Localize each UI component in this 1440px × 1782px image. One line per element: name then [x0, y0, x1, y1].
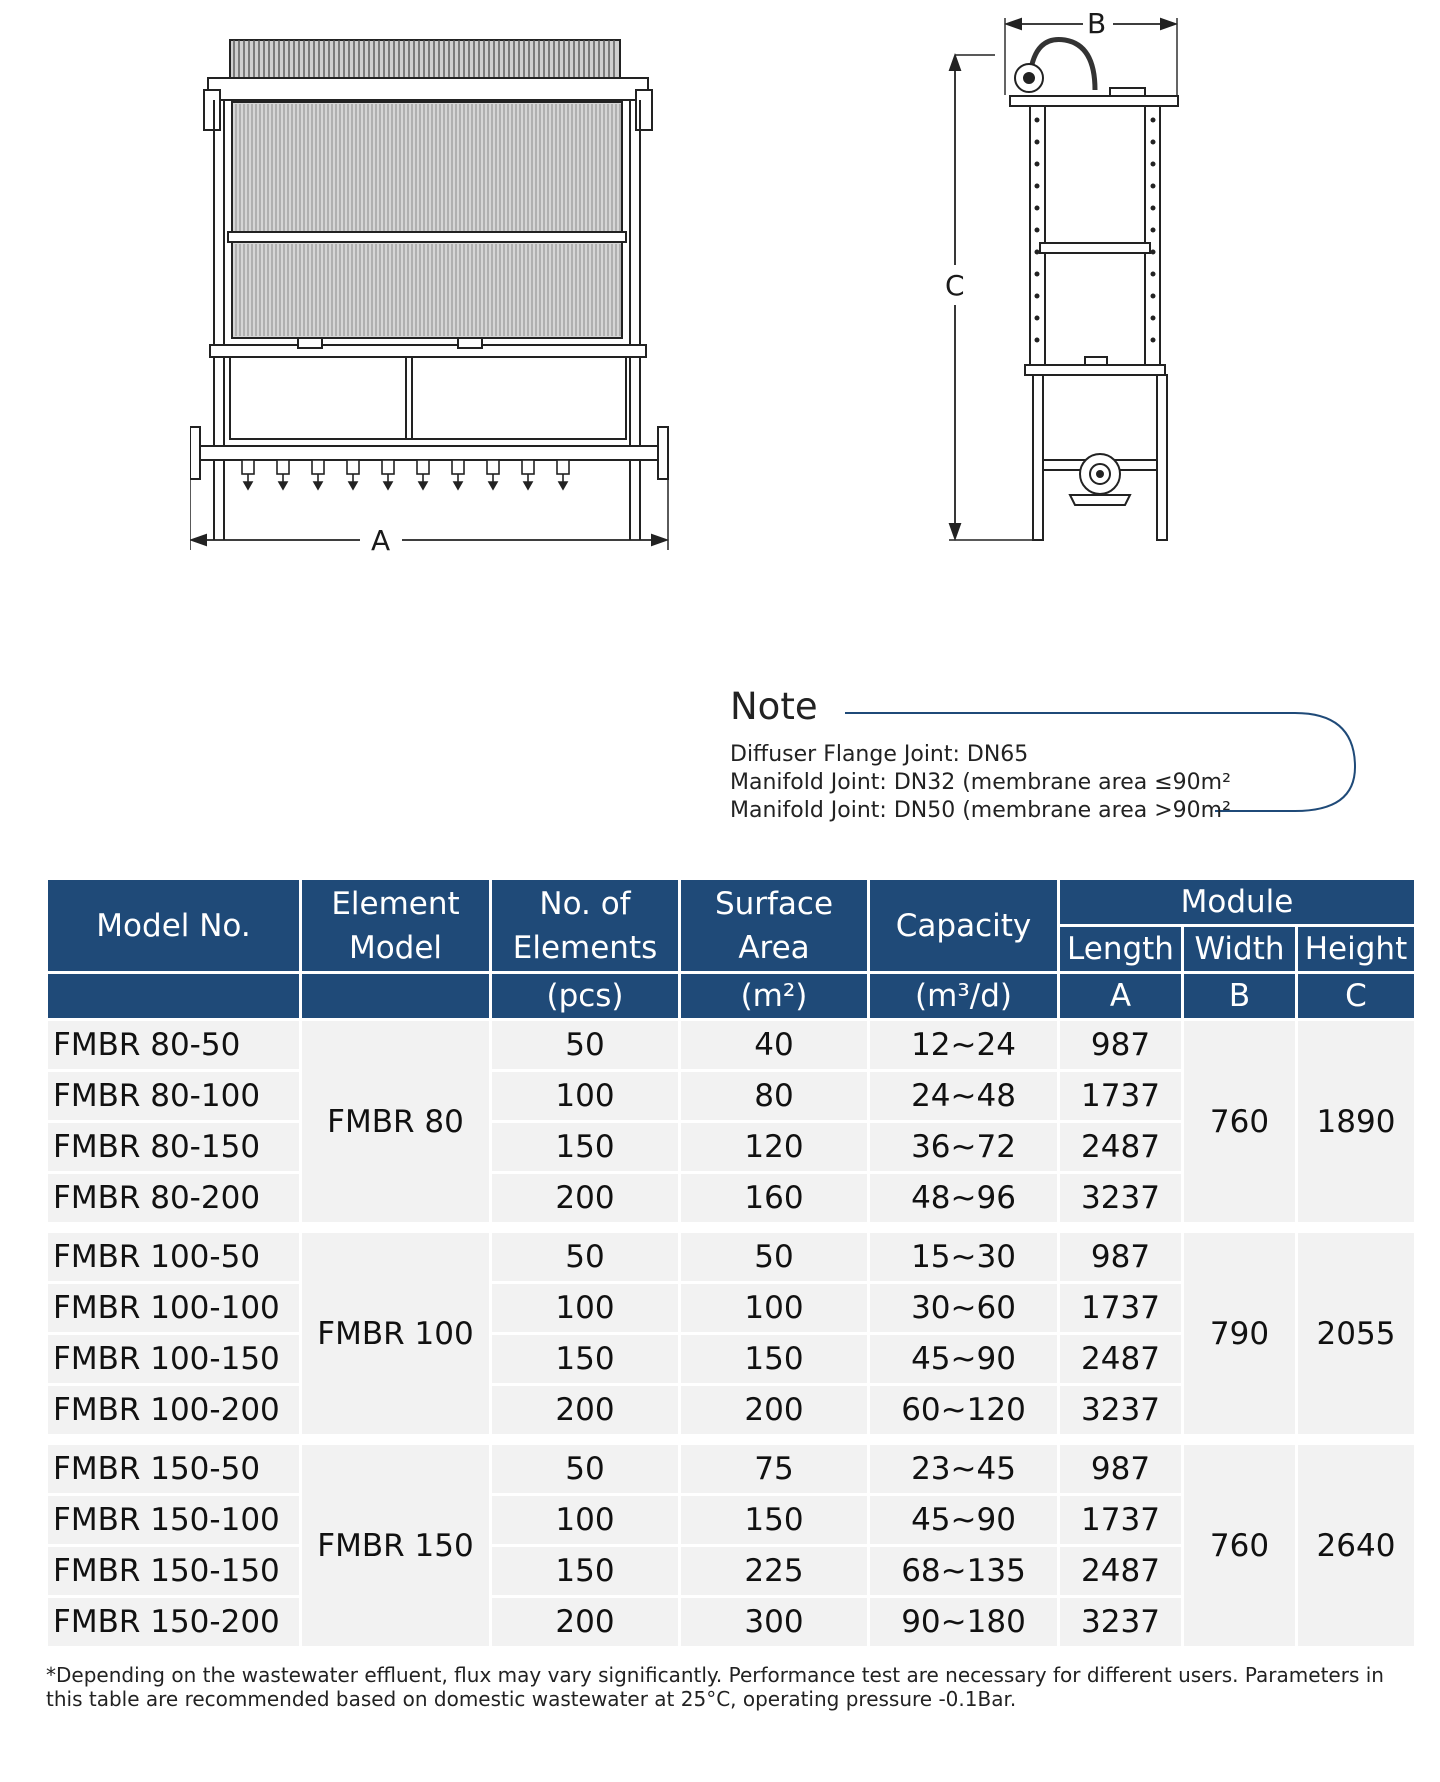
cell-model: FMBR 80-150 — [47, 1122, 301, 1173]
cell-elements: 50 — [491, 1233, 680, 1283]
table-row — [47, 1445, 1416, 1495]
spec-table — [45, 880, 1417, 1649]
cell-capacity: 45~90 — [869, 1495, 1059, 1546]
cell-length: 1737 — [1059, 1283, 1183, 1334]
spec-table-body — [47, 1020, 1416, 1648]
cell-width: 760 — [1183, 1445, 1297, 1648]
cell-area: 200 — [680, 1385, 869, 1436]
cell-elements: 150 — [491, 1546, 680, 1597]
cell-length: 3237 — [1059, 1597, 1183, 1648]
table-row — [47, 1233, 1416, 1283]
dimension-a-label: A — [371, 524, 391, 557]
cell-area: 300 — [680, 1597, 869, 1648]
cell-area: 80 — [680, 1071, 869, 1122]
header-surface-area-line1: Surface — [714, 885, 834, 922]
cell-length: 2487 — [1059, 1122, 1183, 1173]
header-surface-area — [680, 880, 869, 973]
cell-height: 1890 — [1297, 1020, 1416, 1224]
header-height: Height — [1297, 926, 1416, 973]
cell-elements: 200 — [491, 1385, 680, 1436]
unit-element-model — [301, 973, 491, 1020]
cell-capacity: 12~24 — [869, 1020, 1059, 1071]
unit-pcs: (pcs) — [491, 973, 680, 1020]
group-separator-cell — [47, 1224, 1416, 1234]
cell-model: FMBR 150-100 — [47, 1495, 301, 1546]
header-no-of-elements-line1: No. of — [539, 885, 631, 922]
header-model-no: Model No. — [47, 880, 301, 973]
cell-capacity: 48~96 — [869, 1173, 1059, 1224]
cell-elements: 200 — [491, 1173, 680, 1224]
cell-area: 160 — [680, 1173, 869, 1224]
cell-capacity: 36~72 — [869, 1122, 1059, 1173]
header-element-model-line2: Model — [348, 929, 443, 966]
cell-area: 225 — [680, 1546, 869, 1597]
group-separator — [47, 1224, 1416, 1234]
cell-width: 790 — [1183, 1233, 1297, 1436]
unit-model-no — [47, 973, 301, 1020]
cell-length: 987 — [1059, 1020, 1183, 1071]
cell-width: 760 — [1183, 1020, 1297, 1224]
unit-capacity: (m³/d) — [869, 973, 1059, 1020]
cell-area: 75 — [680, 1445, 869, 1495]
note-line: Manifold Joint: DN50 (membrane area >90m² — [730, 798, 1231, 823]
note-title: Note — [730, 685, 818, 728]
cell-elements: 200 — [491, 1597, 680, 1648]
header-no-of-elements — [491, 880, 680, 973]
cell-elements: 100 — [491, 1071, 680, 1122]
note-line: Diffuser Flange Joint: DN65 — [730, 742, 1029, 767]
side-view-drawing — [935, 0, 1195, 560]
cell-capacity: 15~30 — [869, 1233, 1059, 1283]
cell-area: 50 — [680, 1233, 869, 1283]
cell-height: 2055 — [1297, 1233, 1416, 1436]
cell-length: 987 — [1059, 1445, 1183, 1495]
cell-height: 2640 — [1297, 1445, 1416, 1648]
cell-model: FMBR 150-150 — [47, 1546, 301, 1597]
group-separator — [47, 1436, 1416, 1446]
cell-element-model: FMBR 100 — [301, 1233, 491, 1436]
cell-model: FMBR 80-100 — [47, 1071, 301, 1122]
footnote: *Depending on the wastewater effluent, flux may vary significantly. Performance test are necessary for different users. Parameters in this table are recommended based on domestic wastewater at 25°C, operating pressure -0.1Bar. — [46, 1663, 1384, 1711]
cell-capacity: 30~60 — [869, 1283, 1059, 1334]
cell-model: FMBR 80-200 — [47, 1173, 301, 1224]
cell-length: 987 — [1059, 1233, 1183, 1283]
header-element-model — [301, 880, 491, 973]
unit-height: C — [1297, 973, 1416, 1020]
cell-area: 100 — [680, 1283, 869, 1334]
cell-capacity: 90~180 — [869, 1597, 1059, 1648]
cell-model: FMBR 80-50 — [47, 1020, 301, 1071]
header-capacity: Capacity — [869, 880, 1059, 973]
front-view-drawing — [190, 20, 670, 600]
cell-elements: 150 — [491, 1122, 680, 1173]
header-length: Length — [1059, 926, 1183, 973]
cell-area: 150 — [680, 1334, 869, 1385]
header-element-model-line1: Element — [331, 885, 460, 922]
cell-length: 1737 — [1059, 1495, 1183, 1546]
cell-length: 2487 — [1059, 1334, 1183, 1385]
cell-elements: 150 — [491, 1334, 680, 1385]
cell-area: 40 — [680, 1020, 869, 1071]
dimension-b-label: B — [1087, 7, 1107, 40]
cell-capacity: 23~45 — [869, 1445, 1059, 1495]
cell-model: FMBR 100-200 — [47, 1385, 301, 1436]
cell-model: FMBR 100-100 — [47, 1283, 301, 1334]
header-width: Width — [1183, 926, 1297, 973]
cell-elements: 100 — [491, 1283, 680, 1334]
cell-elements: 50 — [491, 1445, 680, 1495]
cell-model: FMBR 100-150 — [47, 1334, 301, 1385]
note-block — [730, 685, 1380, 835]
cell-capacity: 60~120 — [869, 1385, 1059, 1436]
dimension-c-label: C — [945, 269, 965, 302]
note-line: Manifold Joint: DN32 (membrane area ≤90m² — [730, 770, 1231, 795]
header-surface-area-line2: Area — [738, 929, 810, 966]
cell-length: 3237 — [1059, 1173, 1183, 1224]
header-no-of-elements-line2: Elements — [512, 929, 658, 966]
cell-capacity: 24~48 — [869, 1071, 1059, 1122]
cell-length: 1737 — [1059, 1071, 1183, 1122]
cell-capacity: 68~135 — [869, 1546, 1059, 1597]
cell-length: 2487 — [1059, 1546, 1183, 1597]
unit-length: A — [1059, 973, 1183, 1020]
note-lines — [730, 741, 1231, 825]
cell-area: 120 — [680, 1122, 869, 1173]
cell-elements: 50 — [491, 1020, 680, 1071]
table-row — [47, 1020, 1416, 1071]
header-module: Module — [1059, 880, 1416, 926]
cell-element-model: FMBR 80 — [301, 1020, 491, 1224]
cell-model: FMBR 150-50 — [47, 1445, 301, 1495]
unit-width: B — [1183, 973, 1297, 1020]
cell-elements: 100 — [491, 1495, 680, 1546]
cell-area: 150 — [680, 1495, 869, 1546]
cell-model: FMBR 100-50 — [47, 1233, 301, 1283]
cell-length: 3237 — [1059, 1385, 1183, 1436]
unit-area: (m²) — [680, 973, 869, 1020]
cell-capacity: 45~90 — [869, 1334, 1059, 1385]
cell-model: FMBR 150-200 — [47, 1597, 301, 1648]
group-separator-cell — [47, 1436, 1416, 1446]
cell-element-model: FMBR 150 — [301, 1445, 491, 1648]
